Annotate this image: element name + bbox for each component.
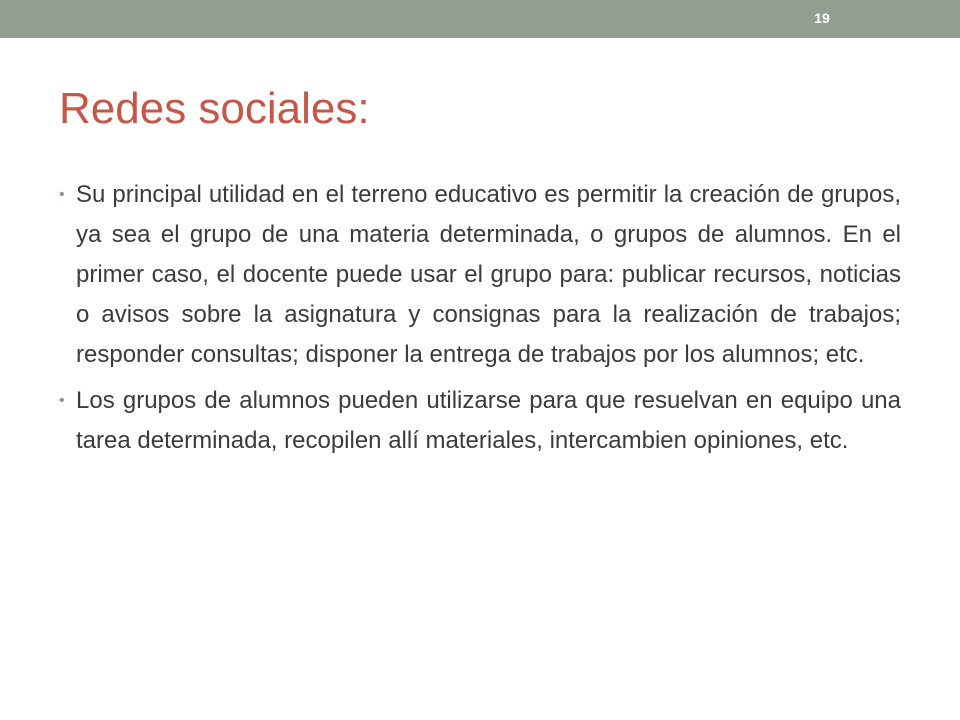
bullet-text: Su principal utilidad en el terreno educativo es permitir la creación de grupos, ya sea el grupo de una materia determinada, o grupos de alumnos. En el primer caso, el docente puede usar el grupo para: publicar recursos, noticias o avisos sobre la asignatura y consignas para la realización de trabajos; responder consultas; disponer la entrega de trabajos por los alumnos; etc. [76, 181, 901, 368]
bullet-list [59, 175, 901, 467]
slide-number: 19 [814, 10, 830, 26]
slide-title: Redes sociales: [59, 84, 370, 133]
bullet-dot-icon: • [59, 392, 65, 409]
top-bar [0, 0, 960, 38]
bullet-dot-icon: • [59, 186, 65, 203]
bullet-text: Los grupos de alumnos pueden utilizarse para que resuelvan en equipo una tarea determinada, recopilen allí materiales, intercambien opiniones, etc. [76, 387, 901, 454]
bullet-item [59, 175, 901, 375]
bullet-item [59, 381, 901, 461]
